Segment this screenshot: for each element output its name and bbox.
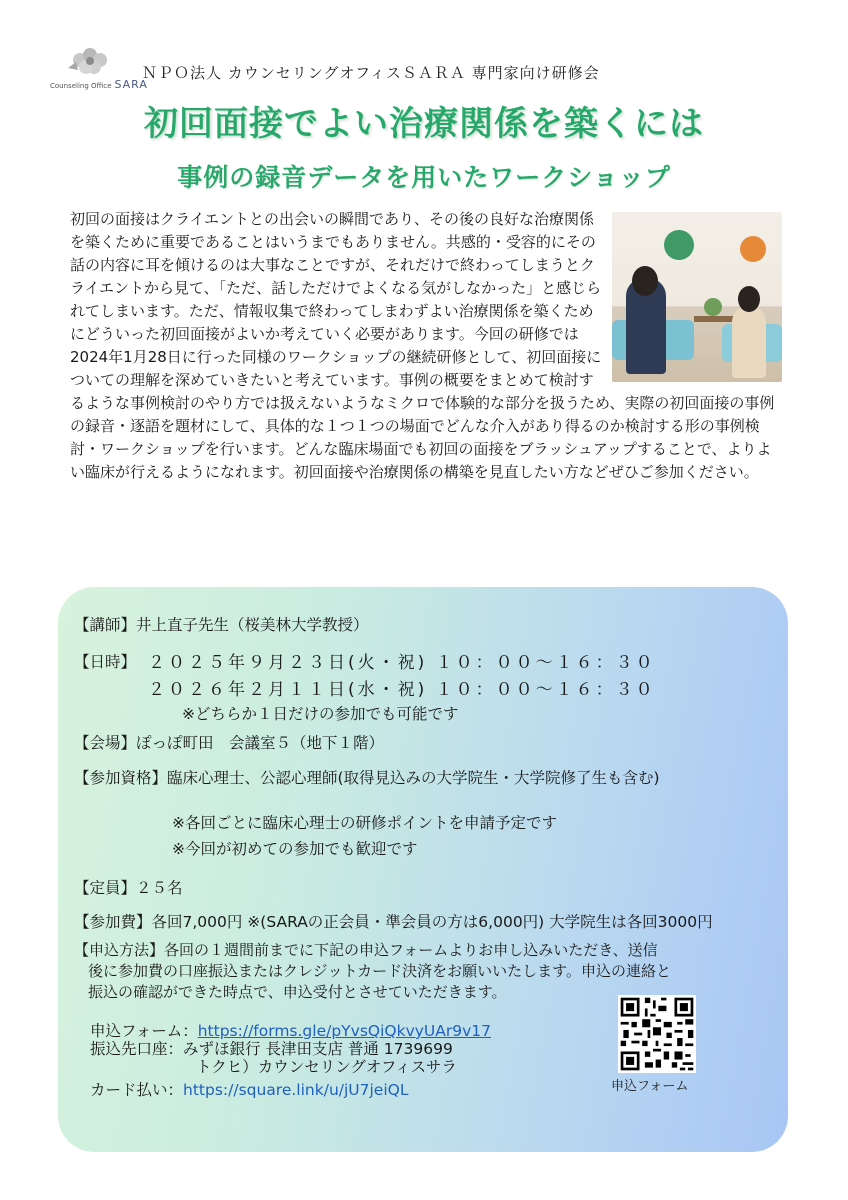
card-row	[90, 1078, 409, 1100]
eligibility-row: 【参加資格】臨床心理士、公認心理師(取得見込みの大学院生・大学院修了生も含む)	[74, 769, 660, 787]
date-label: 【日時】	[74, 653, 137, 671]
logo-text	[50, 78, 148, 91]
date-2: ２０２６年２月１１日(水・祝) １０：００～１６：３０	[148, 680, 656, 700]
apply-line-1: 各回の１週間前までに下記の申込フォームよりお申し込みいただき、送信	[164, 941, 658, 959]
card-label: カード払い：	[90, 1081, 184, 1099]
flower-logo-icon	[50, 46, 130, 80]
card-link[interactable]: https://square.link/u/jU7jeiQL	[183, 1081, 409, 1099]
counseling-photo	[612, 212, 782, 382]
page-title: 初回面接でよい治療関係を築くには	[144, 104, 704, 144]
note-welcome: ※今回が初めての参加でも歓迎です	[172, 840, 418, 858]
bank-label: 振込先口座：	[90, 1040, 184, 1058]
form-link[interactable]: https://forms.gle/pYvsQiQkvyUAr9v17	[197, 1022, 492, 1040]
organization-name: ＮＰＯ法人 カウンセリングオフィスＳＡＲＡ 専門家向け研修会	[142, 64, 600, 82]
logo	[50, 46, 148, 94]
date-1: ２０２５年９月２３日(火・祝) １０：００～１６：３０	[148, 653, 656, 673]
intro-paragraph: 初回の面接はクライエントとの出会いの瞬間であり、その後の良好な治療関係を築くために重要であることはいうまでもありません。共感的・受容的にその話の内容に耳を傾けるのは大事なことですが、それだけで終わってしまうとクライエントから見て、「ただ、話しただけでよくなる気がしなかった」と感じられてしまいます。ただ、情報収集で終わってしまわずよい治療関係を築くためにどういった初回面接がよいか考えていく必要があります。今回の研修では2024年1月28日に行った同様のワークショップの継続研修として、初回面接についての理解を深めていきたいと考えています。事例の概要をまとめて検討するような事例検討のやり方では扱えないようなミクロで体験的な部分を扱うため、実際の初回面接の事例の録音・逐語を題材にして、具体的な１つ１つの場面でどんな介入があり得るのか検討する形の事例検討・ワークショップを行います。どんな臨床場面でも初回の面接をブラッシュアップすることで、よりよい臨床が行えるようになれます。初回面接や治療関係の構築を見直したい方などぜひご参加ください。	[70, 210, 775, 481]
note-points: ※各回ごとに臨床心理士の研修ポイントを申請予定です	[172, 814, 557, 832]
apply-label: 【申込方法】	[74, 941, 165, 959]
apply-line-2: 後に参加費の口座振込またはクレジットカード決済をお願いいたします。申込の連絡と	[88, 962, 671, 980]
intro-section	[70, 208, 782, 484]
venue-row: 【会場】ぽっぽ町田 会議室５（地下１階）	[74, 734, 385, 752]
page-subtitle: 事例の録音データを用いたワークショップ	[177, 163, 671, 192]
form-label: 申込フォーム：	[90, 1022, 198, 1040]
bank-info: みずほ銀行 長津田支店 普通 1739699	[183, 1040, 453, 1058]
bank-account-name: トクヒ）カウンセリングオフィスサラ	[196, 1058, 457, 1076]
apply-line-3: 振込の確認ができた時点で、申込受付とさせていただきます。	[88, 983, 507, 1001]
capacity-row: 【定員】２５名	[74, 879, 183, 897]
lecturer-row: 【講師】井上直子先生（桜美林大学教授）	[74, 616, 369, 634]
fee-row: 【参加費】各回7,000円 ※(SARAの正会員・準会員の方は6,000円) 大学院生は各回3000円	[74, 913, 713, 931]
qr-label: 申込フォーム	[611, 1079, 689, 1094]
apply-method	[74, 940, 774, 1003]
date-note: ※どちらか１日だけの参加でも可能です	[182, 705, 459, 723]
qr-code-icon[interactable]	[618, 995, 696, 1073]
logo-big-text: SARA	[114, 78, 148, 91]
logo-small-text: Counseling Office	[50, 82, 112, 90]
